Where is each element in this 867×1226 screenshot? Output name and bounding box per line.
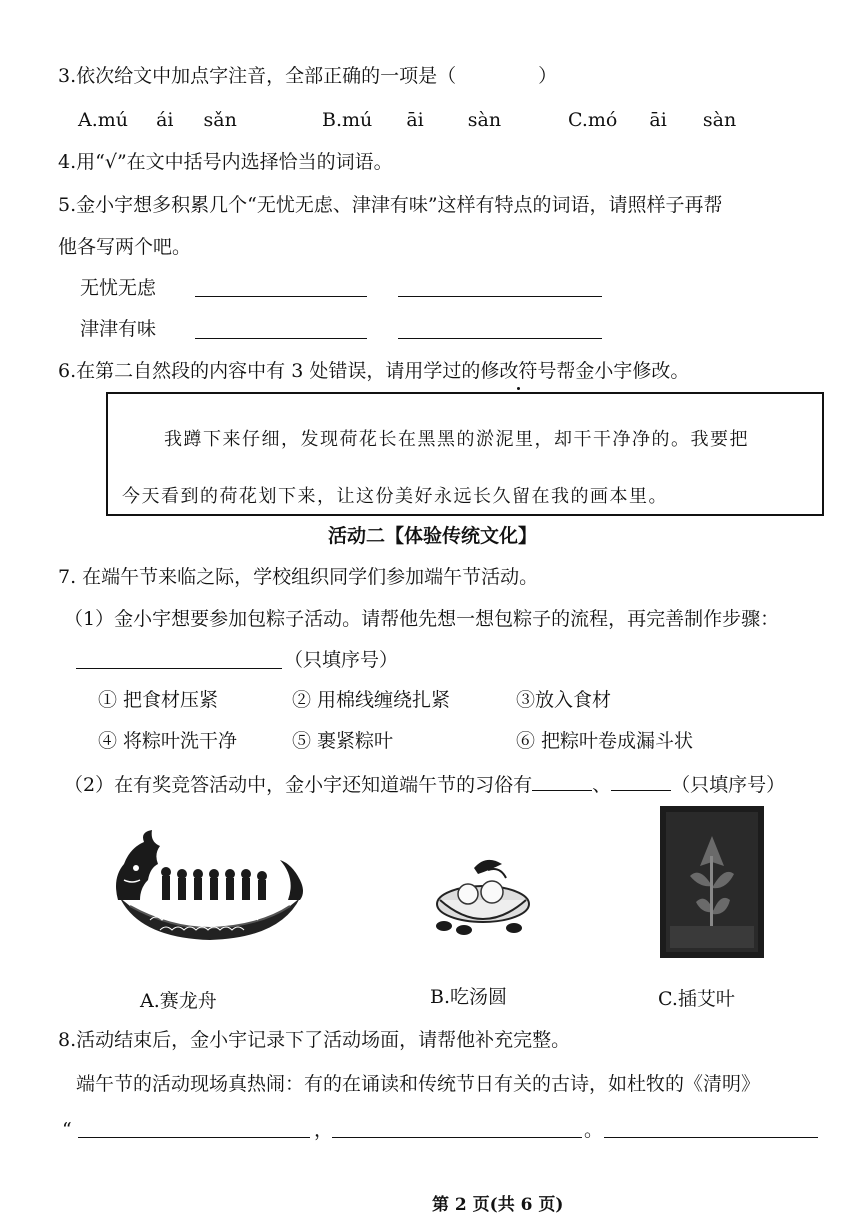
q8-comma: ，	[314, 1119, 334, 1141]
q3-b-pinyin-3: sàn	[467, 109, 502, 131]
caption-b: B.吃汤圆	[430, 986, 508, 1008]
activity2-title: 活动二【体验传统文化】	[328, 525, 538, 547]
q3-c-pinyin-1: mó	[587, 109, 618, 131]
q7-sequence-blank[interactable]	[76, 668, 282, 669]
q6-essay-line-1[interactable]: 我蹲下来仔细，发现荷花长在黑黑的淤泥里，却干干净净的。我要把	[164, 429, 749, 450]
q7-custom-blank-2[interactable]	[611, 772, 671, 791]
q3-a-pinyin-3: sǎn	[203, 109, 237, 131]
q5-stem-line1: 5.金小宇想多积累几个“无忧无虑、津津有味”这样有特点的词语，请照样子再帮	[58, 194, 723, 216]
step-6: ⑥ 把粽叶卷成漏斗状	[516, 730, 694, 752]
q7-part2	[64, 772, 785, 797]
q7-part2-text: （2）在有奖竞答活动中，金小宇还知道端午节的习俗有	[64, 774, 533, 796]
q8-stem: 8.活动结束后，金小宇记录下了活动场面，请帮他补充完整。	[58, 1029, 571, 1051]
q3-option-c[interactable]	[568, 108, 736, 132]
dragon-boat-image	[110, 828, 310, 948]
q3-close-paren: ）	[538, 65, 558, 87]
q8-poem-blank-3[interactable]	[604, 1137, 818, 1138]
step-4: ④ 将粽叶洗干净	[98, 730, 238, 752]
q6-essay-line-2[interactable]: 今天看到的荷花划下来，让这份美好永远长久留在我的画本里。	[122, 486, 668, 507]
q7-hint1: （只填序号）	[284, 649, 399, 671]
q5-blank-1b[interactable]	[398, 296, 602, 297]
q8-open-quote: “	[62, 1119, 72, 1141]
q8-poem-blank-2[interactable]	[332, 1137, 582, 1138]
page-footer: 第 2 页(共 6 页)	[432, 1195, 564, 1215]
q6-error-count: 3	[291, 360, 304, 382]
q7-custom-blank-1[interactable]	[532, 772, 592, 791]
q3-c-pinyin-3: sàn	[702, 109, 737, 131]
q3-c-label: C.	[568, 109, 588, 131]
q3-a-label: A.	[78, 109, 98, 131]
q3-a-pinyin-2: ái	[156, 109, 174, 131]
q6-stem	[58, 359, 689, 383]
q5-blank-2b[interactable]	[398, 338, 602, 339]
q7-hint2: （只填序号）	[671, 774, 786, 796]
q5-word-1: 无忧无虑	[80, 277, 157, 299]
q8-period: 。	[584, 1119, 604, 1141]
q3-b-pinyin-2: āi	[406, 109, 424, 131]
q5-word-2: 津津有味	[80, 318, 157, 340]
q3-c-pinyin-2: āi	[649, 109, 667, 131]
q7-stem: 7. 在端午节来临之际，学校组织同学们参加端午节活动。	[58, 566, 539, 588]
q5-blank-1a[interactable]	[195, 296, 367, 297]
step-5: ⑤ 裹紧粽叶	[292, 730, 394, 752]
q5-blank-2a[interactable]	[195, 338, 367, 339]
q4-stem: 4.用“√”在文中括号内选择恰当的词语。	[58, 151, 393, 173]
q5-stem-line2: 他各写两个吧。	[58, 236, 192, 258]
caption-a: A.赛龙舟	[140, 990, 217, 1012]
tangyuan-image	[418, 848, 548, 938]
mugwort-image	[660, 806, 764, 958]
q6-stem-pre: 6.在第二自然段的内容中有	[58, 360, 286, 382]
q3-option-a[interactable]	[78, 108, 237, 132]
q3-option-b[interactable]	[322, 108, 501, 132]
q8-poem-blank-1[interactable]	[78, 1137, 310, 1138]
q6-stem-mid: 处错误，请用学过的	[309, 360, 481, 382]
q6-dotted-phrase: 修改符号	[480, 360, 557, 382]
step-2: ② 用棉线缠绕扎紧	[292, 689, 451, 711]
q3-stem	[58, 64, 557, 88]
step-3: ③放入食材	[516, 689, 612, 711]
q3-a-pinyin-1: mú	[97, 109, 129, 131]
q3-answer-space[interactable]	[456, 64, 538, 82]
q8-line-1: 端午节的活动现场真热闹：有的在诵读和传统节日有关的古诗，如杜牧的《清明》	[76, 1073, 761, 1095]
q3-stem-text: 3.依次给文中加点字注音，全部正确的一项是（	[58, 65, 457, 87]
q3-b-label: B.	[322, 109, 343, 131]
caption-c: C.插艾叶	[658, 988, 735, 1010]
q7-part1: （1）金小宇想要参加包粽子活动。请帮他先想一想包粽子的流程，再完善制作步骤：	[64, 608, 780, 630]
q7-sep: 、	[592, 774, 612, 796]
q6-stem-post: 帮金小宇修改。	[556, 360, 690, 382]
q3-b-pinyin-1: mú	[342, 109, 373, 131]
step-1: ① 把食材压紧	[98, 689, 219, 711]
